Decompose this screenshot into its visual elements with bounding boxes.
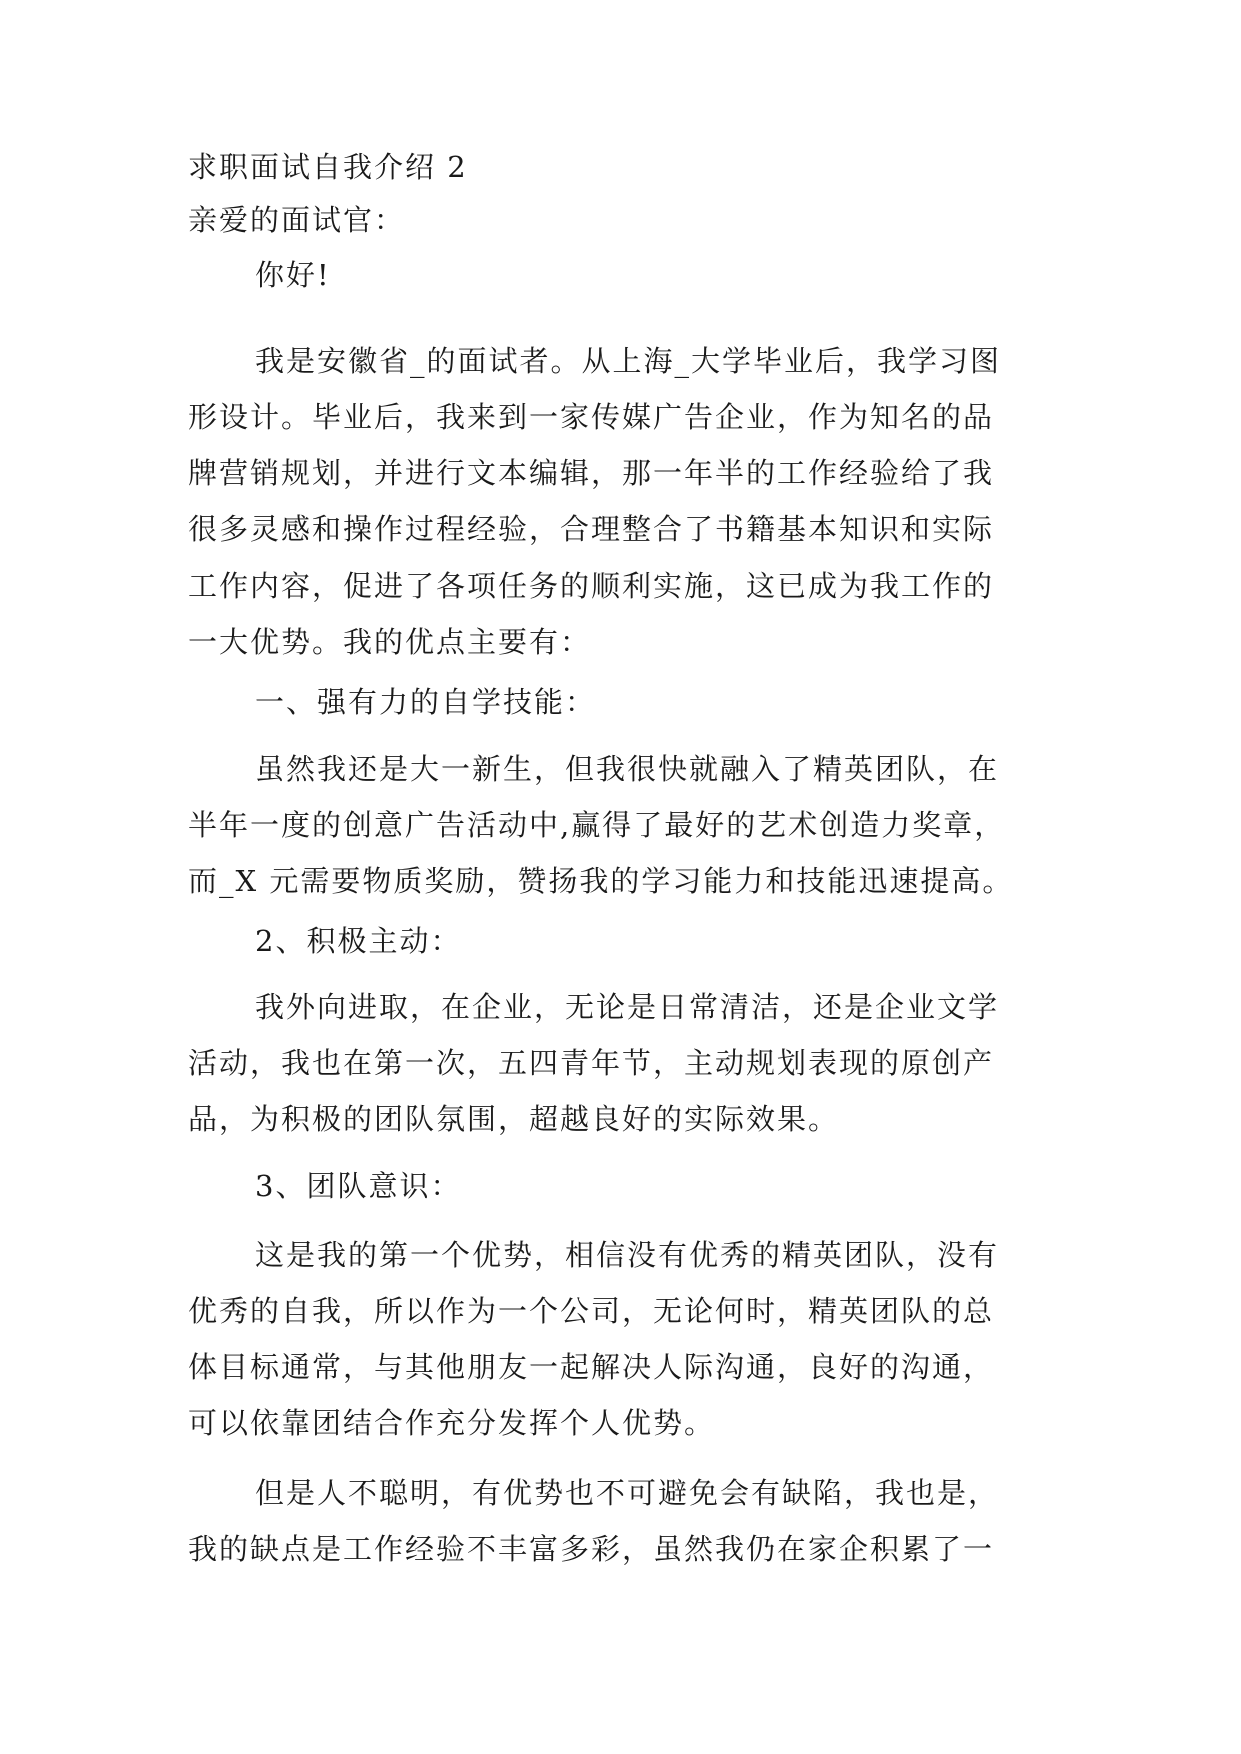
- section-heading: 一、强有力的自学技能：: [255, 685, 597, 719]
- paragraph-line: 我是安徽省_的面试者。从上海_大学毕业后，我学习图: [255, 344, 1002, 378]
- section-heading: 3、团队意识：: [255, 1169, 462, 1203]
- paragraph-line: 活动，我也在第一次，五四青年节，主动规划表现的原创产: [188, 1046, 995, 1080]
- section-heading: 2、积极主动：: [255, 924, 462, 958]
- paragraph-line: 优秀的自我，所以作为一个公司，无论何时，精英团队的总: [188, 1294, 995, 1328]
- paragraph-line: 而_X 元需要物质奖励，赞扬我的学习能力和技能迅速提高。: [188, 864, 1014, 898]
- paragraph-line: 很多灵感和操作过程经验，合理整合了书籍基本知识和实际: [188, 512, 995, 546]
- paragraph-line: 体目标通常，与其他朋友一起解决人际沟通，良好的沟通，: [188, 1350, 995, 1384]
- paragraph-line: 工作内容，促进了各项任务的顺利实施，这已成为我工作的: [188, 569, 995, 603]
- paragraph-line: 虽然我还是大一新生，但我很快就融入了精英团队，在: [255, 752, 1000, 786]
- paragraph-line: 牌营销规划，并进行文本编辑，那一年半的工作经验给了我: [188, 456, 995, 490]
- paragraph-line: 可以依靠团结合作充分发挥个人优势。: [188, 1406, 716, 1440]
- salutation-line: 你好!: [255, 258, 331, 292]
- paragraph-line: 但是人不聪明，有优势也不可避免会有缺陷，我也是，: [255, 1476, 1000, 1510]
- paragraph-line: 半年一度的创意广告活动中,赢得了最好的艺术创造力奖章，: [188, 808, 1006, 842]
- paragraph-line: 这是我的第一个优势，相信没有优秀的精英团队，没有: [255, 1238, 1000, 1272]
- document-title: 求职面试自我介绍 2: [188, 150, 468, 184]
- paragraph-line: 我外向进取，在企业，无论是日常清洁，还是企业文学: [255, 990, 1000, 1024]
- paragraph-line: 一大优势。我的优点主要有：: [188, 625, 592, 659]
- greeting-line: 亲爱的面试官：: [188, 203, 406, 237]
- paragraph-line: 形设计。毕业后，我来到一家传媒广告企业，作为知名的品: [188, 400, 995, 434]
- paragraph-line: 我的缺点是工作经验不丰富多彩，虽然我仍在家企积累了一: [188, 1532, 995, 1566]
- paragraph-line: 品，为积极的团队氛围，超越良好的实际效果。: [188, 1102, 840, 1136]
